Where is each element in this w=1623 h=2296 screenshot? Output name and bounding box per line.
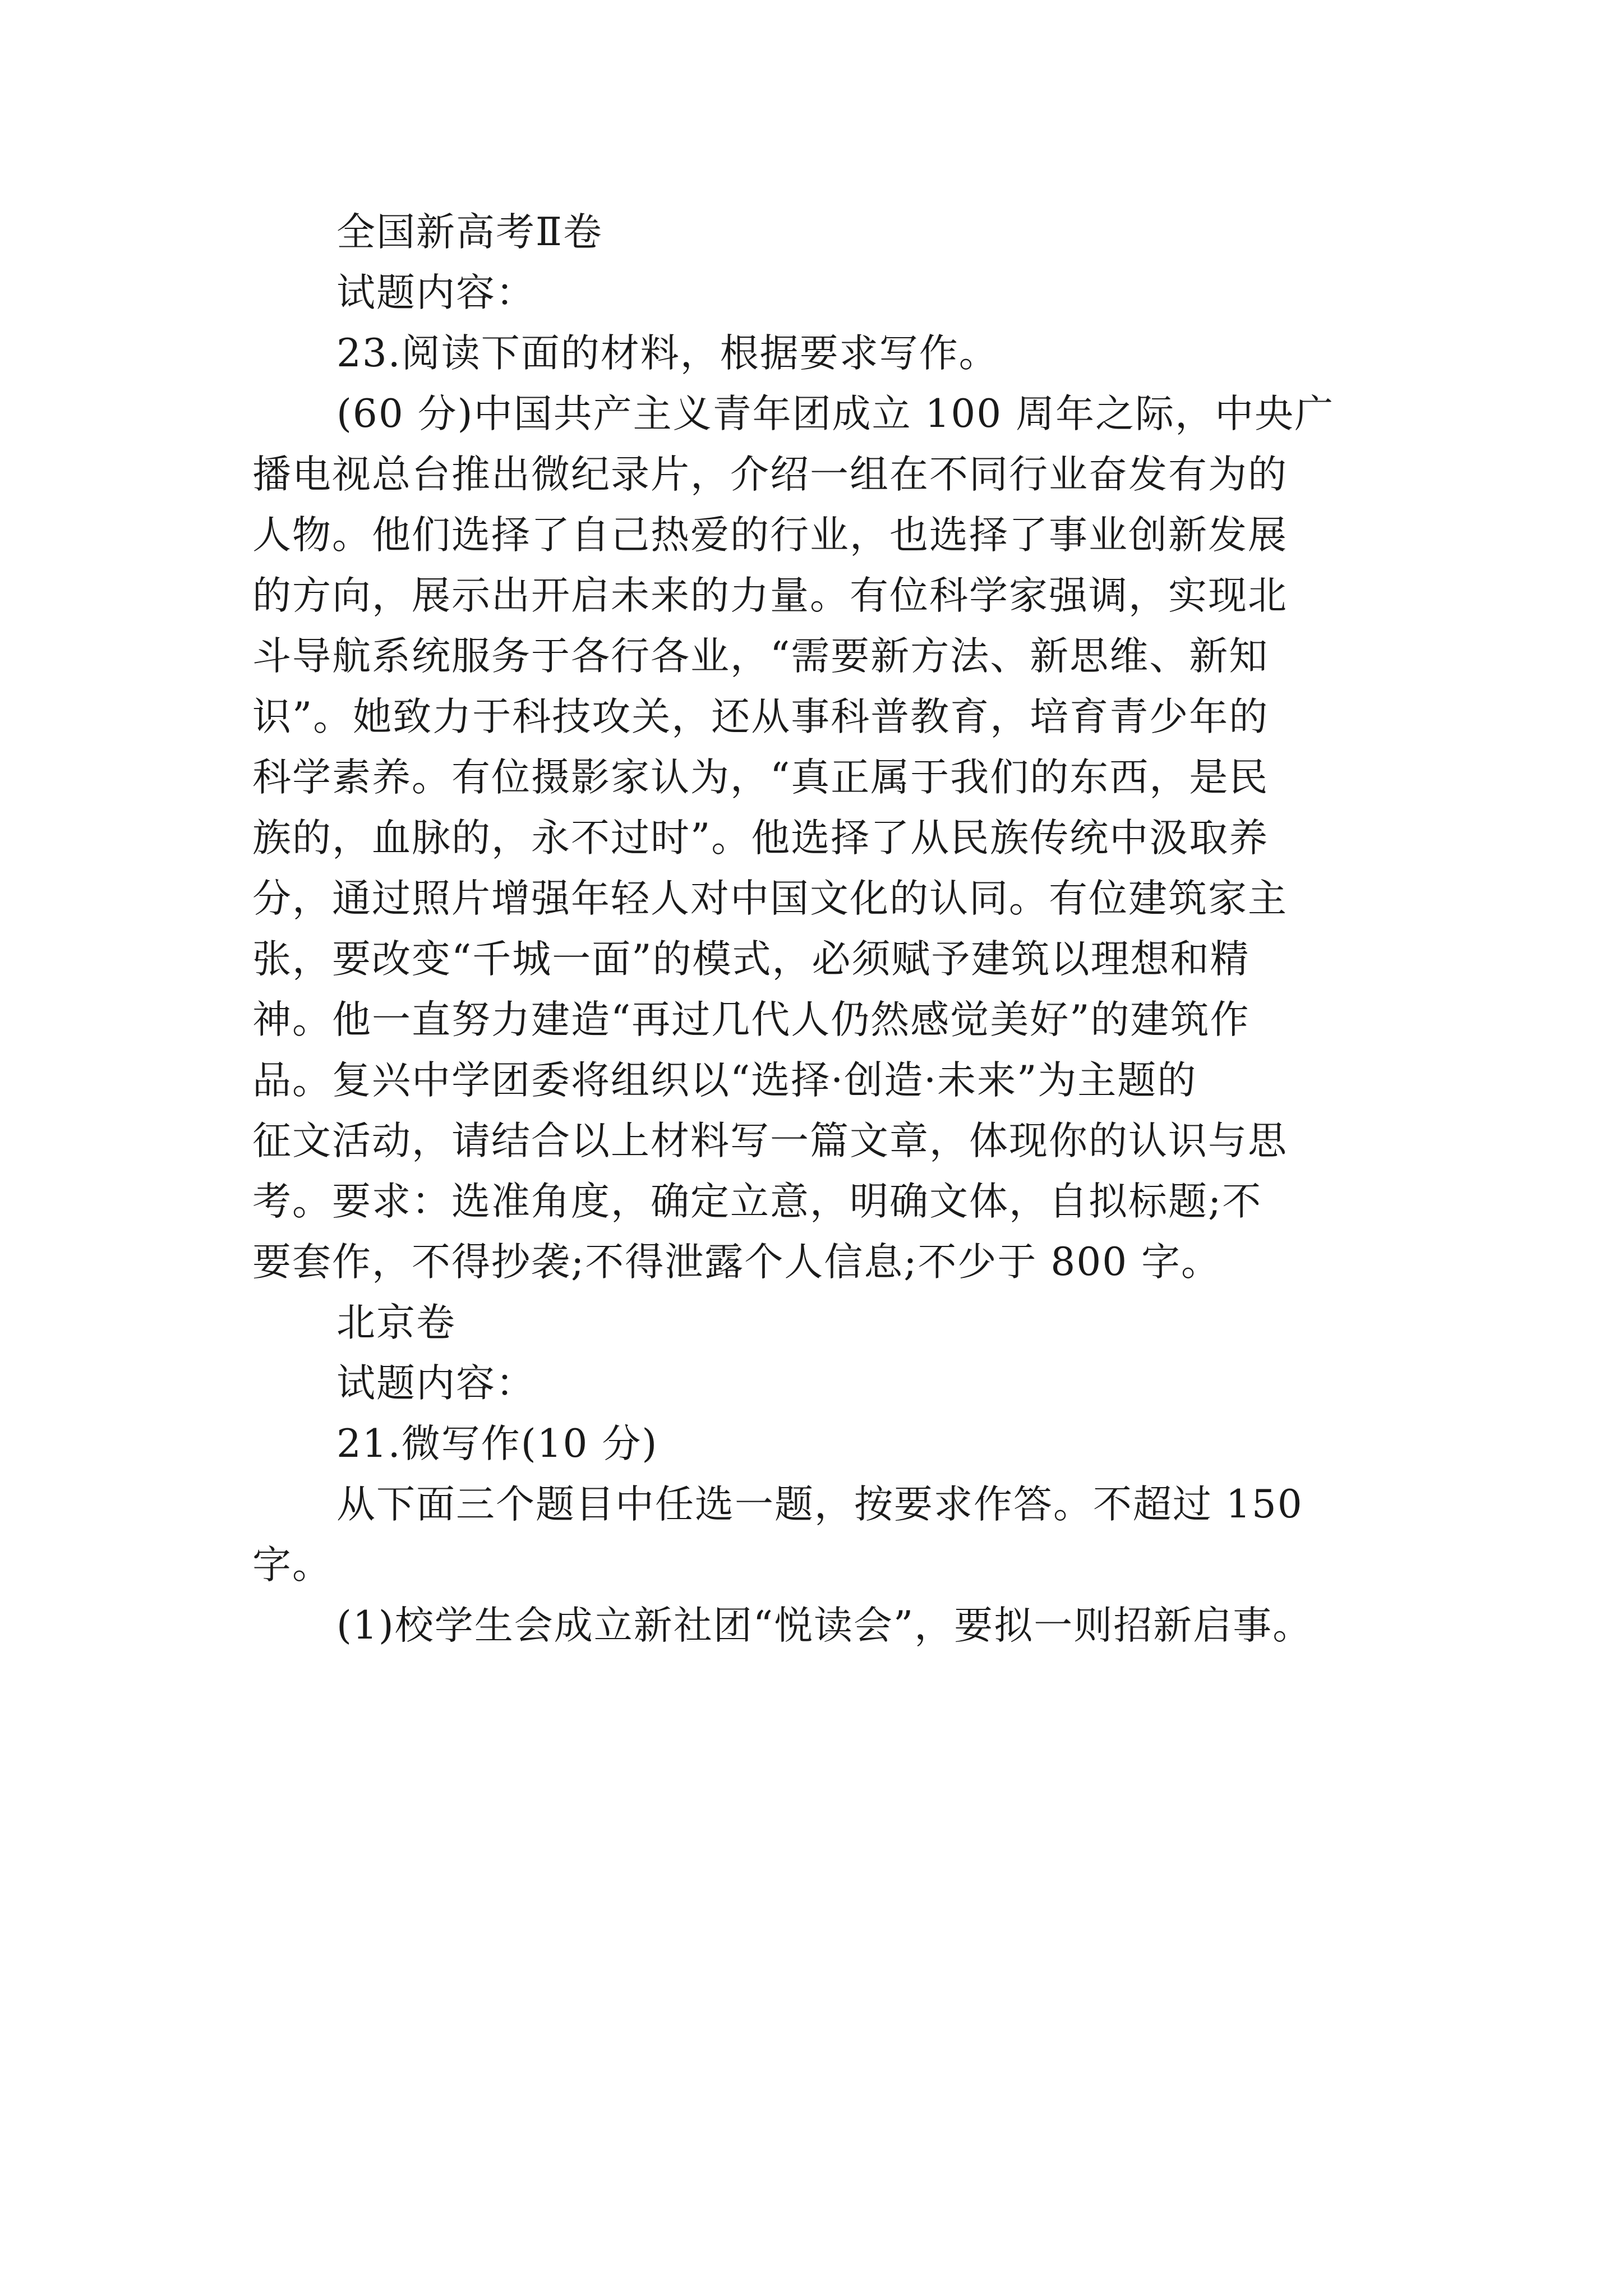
material-line: (60 分)中国共产主义青年团成立 100 周年之际，中央广 xyxy=(336,392,1335,436)
material-line: 斗导航系统服务于各行各业，“需要新方法、新思维、新知 xyxy=(252,634,1269,679)
question-23-prompt: 23.阅读下面的材料，根据要求写作。 xyxy=(336,331,999,376)
material-line: 考。要求：选准角度，确定立意，明确文体，自拟标题;不 xyxy=(252,1179,1262,1224)
section-label-content: 试题内容： xyxy=(336,1361,536,1406)
question-21-instruction xyxy=(252,1474,1391,1595)
section-label-content: 试题内容： xyxy=(336,270,536,315)
material-line: 科学素养。有位摄影家认为，“真正属于我们的东西，是民 xyxy=(252,755,1269,800)
material-line: 要套作，不得抄袭;不得泄露个人信息;不少于 800 字。 xyxy=(252,1240,1221,1285)
material-line: 人物。他们选择了自己热爱的行业，也选择了事业创新发展 xyxy=(252,513,1288,558)
question-23-material xyxy=(252,384,1391,1292)
material-line: 族的，血脉的，永不过时”。他选择了从民族传统中汲取养 xyxy=(252,816,1269,861)
material-line: 征文活动，请结合以上材料写一篇文章，体现你的认识与思 xyxy=(252,1119,1288,1163)
material-line: 识”。她致力于科技攻关，还从事科普教育，培育青少年的 xyxy=(252,694,1269,739)
section-heading-national-2: 全国新高考Ⅱ卷 xyxy=(336,210,603,255)
material-line: 神。他一直努力建造“再过几代人仍然感觉美好”的建筑作 xyxy=(252,997,1250,1042)
material-line: 张，要改变“千城一面”的模式，必须赋予建筑以理想和精 xyxy=(252,937,1250,982)
question-21-prompt: 21.微写作(10 分) xyxy=(336,1421,658,1466)
material-line: 播电视总台推出微纪录片，介绍一组在不同行业奋发有为的 xyxy=(252,452,1288,497)
question-21-item-1: (1)校学生会成立新社团“悦读会”，要拟一则招新启事。 xyxy=(336,1603,1313,1648)
instruction-line: 字。 xyxy=(252,1543,332,1588)
section-heading-beijing: 北京卷 xyxy=(336,1300,456,1345)
material-line: 品。复兴中学团委将组织以“选择·创造·未来”为主题的 xyxy=(252,1058,1197,1103)
material-line: 分，通过照片增强年轻人对中国文化的认同。有位建筑家主 xyxy=(252,876,1288,921)
instruction-line: 从下面三个题目中任选一题，按要求作答。不超过 150 xyxy=(336,1482,1303,1527)
document-page xyxy=(252,202,1391,1656)
material-line: 的方向，展示出开启未来的力量。有位科学家强调，实现北 xyxy=(252,573,1288,618)
